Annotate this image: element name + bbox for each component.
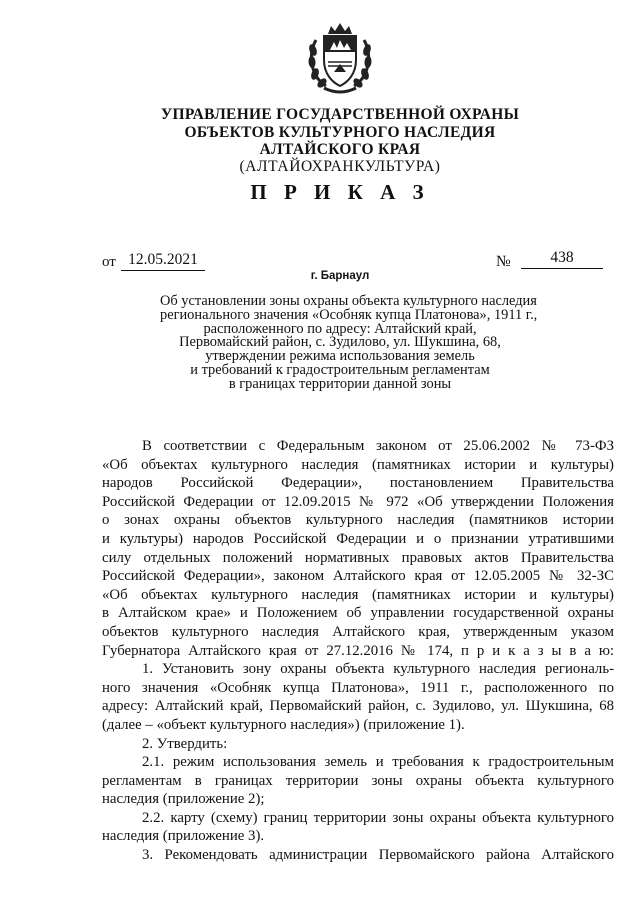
body-line: «Об объектах культурного наследия (памятниках истории и культуры)	[102, 586, 614, 603]
subject-line: регионального значения «Особняк купца Платонова», 1911 г.,	[160, 306, 538, 323]
organization-abbreviation: (АЛТАЙОХРАНКУЛЬТУРА)	[239, 158, 441, 175]
city: г. Барнаул	[310, 270, 370, 282]
altai-krai-coat-of-arms-emblem	[304, 20, 376, 96]
body-line: наследия (приложение 3).	[102, 828, 265, 845]
subject-line: расположенного по адресу: Алтайский край,	[203, 320, 477, 337]
body-line: 1. Установить зону охраны объекта культурного наследия региональ-	[142, 661, 614, 678]
body-line: Российской Федерации», законом Алтайского края от 12.05.2005 № 32-ЗС	[102, 568, 614, 585]
body-line: адресу: Алтайский край, Первомайский район, с. Зудилово, ул. Шукшина, 68	[102, 698, 614, 715]
body-line: ного значения «Особняк купца Платонова», 1911 г., расположенного по	[102, 679, 614, 696]
body-line: народов Российской Федерации», постановлением Правительства	[102, 475, 614, 492]
body-line: 2.2. карту (схему) границ территории зоны охраны объекта культурного	[142, 809, 614, 826]
subject-line: Об установлении зоны охраны объекта культурного наследия	[160, 293, 537, 309]
body-line: объектов культурного наследия Алтайского края, утвержденным указом	[102, 623, 614, 640]
body-line: Губернатора Алтайского края от 27.12.2016 № 174, п р и к а з ы в а ю:	[102, 642, 614, 659]
subject-line: утверждении режима использования земель	[205, 348, 475, 365]
document-number: 438	[521, 249, 603, 269]
number-label: №	[496, 253, 511, 270]
body-line: 3. Рекомендовать администрации Первомайского района Алтайского	[142, 847, 614, 864]
body-line: В соответствии с Федеральным законом от 25.06.2002 № 73-ФЗ	[142, 438, 614, 454]
organization-name-line-2: ОБЪЕКТОВ КУЛЬТУРНОГО НАСЛЕДИЯ	[184, 124, 496, 141]
subject-line: и требований к градостроительным регламентам	[190, 361, 490, 378]
document-date: 12.05.2021	[121, 251, 205, 271]
subject-line: в границах территории данной зоны	[228, 375, 452, 392]
organization-name-line-1: УПРАВЛЕНИЕ ГОСУДАРСТВЕННОЙ ОХРАНЫ	[160, 106, 520, 123]
subject-line: Первомайский район, с. Зудилово, ул. Шукшина, 68,	[179, 334, 501, 351]
body-line: наследия (приложение 2);	[102, 791, 265, 808]
document-body	[102, 437, 614, 865]
body-line: силу отдельных положений нормативных правовых актов Правительства	[102, 549, 614, 566]
body-line: о зонах охраны объектов культурного наследия (памятников истории	[102, 512, 614, 529]
document-type-title: П Р И К А З	[250, 180, 430, 204]
body-line: (далее – «объект культурного наследия») (приложение 1).	[102, 716, 465, 733]
body-line: в Алтайском крае» и Положением об управлении государственной охраны	[102, 605, 614, 622]
organization-name-line-3: АЛТАЙСКОГО КРАЯ	[259, 141, 421, 158]
body-line: регламентам в границах территории зоны охраны объекта культурного	[102, 772, 614, 789]
body-line: 2.1. режим использования земель и требования к градостроительным	[142, 754, 614, 771]
date-label: от	[102, 254, 116, 270]
body-line: 2. Утвердить:	[142, 735, 228, 752]
body-line: Российской Федерации от 12.09.2015 № 972 «Об утверждении Положения	[102, 493, 614, 510]
body-line: и культуры) народов Российской Федерации и о признании утратившими	[102, 530, 614, 547]
body-line: «Об объектах культурного наследия (памятниках истории и культуры)	[102, 456, 614, 473]
document-subject	[160, 293, 538, 392]
